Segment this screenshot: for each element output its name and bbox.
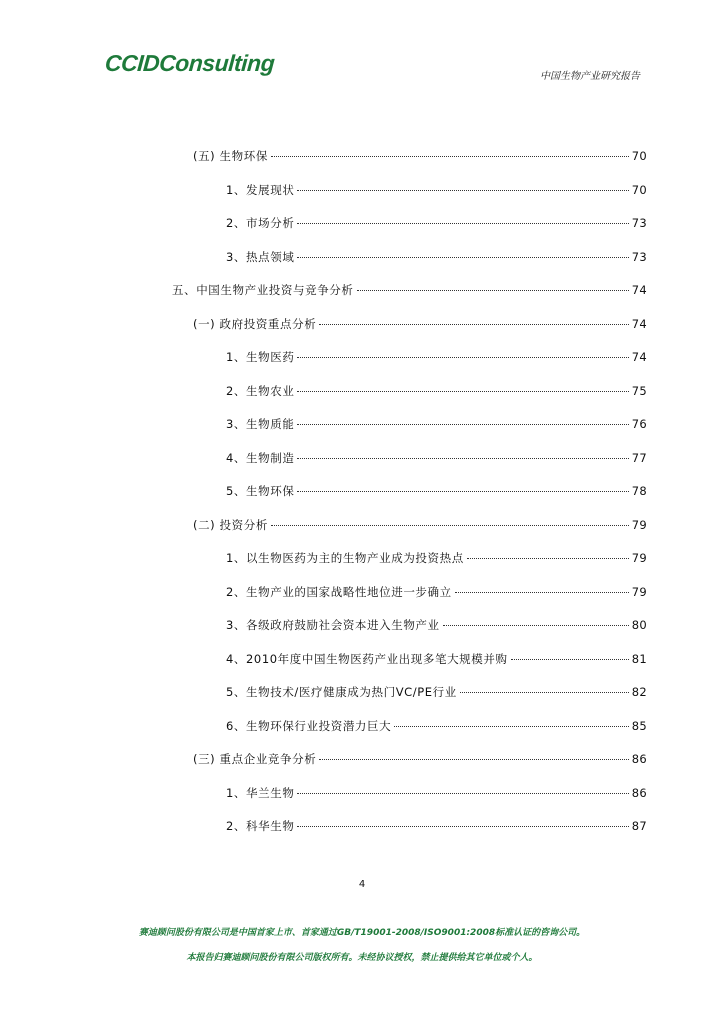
toc-entry-label: 1、以生物医药为主的生物产业成为投资热点: [226, 551, 464, 565]
toc-entry-label: 2、市场分析: [226, 216, 295, 230]
toc-leader-dots: [319, 324, 628, 325]
toc-leader-dots: [357, 290, 629, 291]
toc-entry-page: 74: [631, 316, 647, 331]
toc-entry[interactable]: [226, 550, 647, 566]
toc-leader-dots: [511, 659, 629, 660]
toc-entry-page: 73: [631, 216, 647, 230]
toc-entry-label: 五、中国生物产业投资与竞争分析: [172, 283, 354, 297]
toc-entry-page: 79: [631, 584, 647, 599]
toc-entry-page: 86: [631, 785, 647, 800]
toc-entry-label: 6、生物环保行业投资潜力巨大: [226, 718, 392, 733]
toc-leader-dots: [297, 424, 628, 425]
toc-entry-page: 85: [631, 718, 647, 733]
toc-entry-label: 5、生物技术/医疗健康成为热门VC/PE行业: [226, 685, 457, 699]
toc-entry-page: 87: [631, 819, 647, 833]
toc-entry-label: 1、发展现状: [226, 182, 295, 197]
toc-entry[interactable]: [226, 249, 647, 265]
toc-entry-page: 77: [631, 450, 647, 465]
toc-leader-dots: [297, 491, 628, 492]
toc-entry[interactable]: [226, 450, 647, 466]
toc-entry[interactable]: [226, 383, 647, 399]
toc-entry[interactable]: [226, 818, 647, 834]
page-number: 4: [358, 879, 366, 890]
toc-entry[interactable]: [226, 182, 647, 198]
toc-entry[interactable]: [226, 584, 647, 600]
toc-leader-dots: [297, 391, 628, 392]
toc-entry-label: 3、热点领域: [226, 249, 295, 264]
toc-leader-dots: [460, 692, 629, 693]
toc-leader-dots: [297, 357, 628, 358]
toc-entry-page: 74: [631, 350, 647, 364]
toc-entry-label: 3、生物质能: [226, 417, 295, 431]
toc-entry-label: (二) 投资分析: [193, 517, 268, 532]
toc-entry-page: 74: [631, 283, 647, 297]
toc-entry-page: 75: [631, 383, 647, 398]
toc-entry-page: 76: [631, 417, 647, 431]
toc-entry[interactable]: [226, 684, 647, 700]
toc-entry-label: 4、生物制造: [226, 450, 295, 465]
toc-entry-label: 5、生物环保: [226, 484, 295, 498]
toc-entry-page: 70: [631, 182, 647, 197]
toc-entry[interactable]: [226, 349, 647, 365]
toc-entry-label: (三) 重点企业竞争分析: [193, 752, 317, 766]
toc-leader-dots: [394, 726, 629, 727]
toc-entry-page: 70: [631, 149, 647, 163]
toc-leader-dots: [467, 558, 629, 559]
toc-entry[interactable]: [226, 416, 647, 432]
toc-entry-page: 73: [631, 249, 647, 264]
toc-entry-page: 79: [631, 517, 647, 532]
toc-leader-dots: [443, 625, 629, 626]
toc-leader-dots: [271, 525, 629, 526]
toc-entry-label: 2、生物农业: [226, 383, 295, 398]
toc-entry-page: 80: [631, 618, 647, 632]
toc-entry-label: 3、各级政府鼓励社会资本进入生物产业: [226, 618, 440, 632]
toc-entry-page: 82: [631, 685, 647, 699]
toc-leader-dots: [297, 223, 628, 224]
toc-entry[interactable]: [226, 483, 647, 499]
toc-leader-dots: [297, 257, 628, 258]
toc-entry[interactable]: [226, 718, 647, 734]
footer-line-1: 赛迪顾问股份有限公司是中国首家上市、首家通过GB/T19001-2008/ISO9001:2008标准认证的咨询公司。: [138, 928, 586, 938]
toc-entry[interactable]: [193, 148, 647, 164]
toc-entry-label: (五) 生物环保: [193, 149, 268, 163]
toc-entry-label: 1、华兰生物: [226, 785, 295, 800]
toc-leader-dots: [271, 156, 629, 157]
toc-leader-dots: [455, 592, 629, 593]
toc-entry-label: 4、2010年度中国生物医药产业出现多笔大规模并购: [226, 651, 508, 666]
footer-line-2: 本报告归赛迪顾问股份有限公司版权所有。未经协议授权，禁止提供给其它单位或个人。: [186, 953, 538, 963]
toc-entry[interactable]: [226, 215, 647, 231]
toc-leader-dots: [297, 458, 628, 459]
toc-entry[interactable]: [172, 282, 647, 298]
toc-entry-label: 2、科华生物: [226, 819, 295, 833]
ccid-logo: CCIDConsulting: [104, 50, 276, 76]
toc-entry-label: 1、生物医药: [226, 350, 295, 364]
toc-entry[interactable]: [193, 316, 647, 332]
report-title: 中国生物产业研究报告: [540, 71, 640, 82]
toc-entry[interactable]: [193, 517, 647, 533]
toc-entry-label: 2、生物产业的国家战略性地位进一步确立: [226, 584, 452, 599]
toc-leader-dots: [297, 190, 628, 191]
toc-entry[interactable]: [226, 785, 647, 801]
toc-entry-label: (一) 政府投资重点分析: [193, 316, 317, 331]
toc-entry[interactable]: [226, 617, 647, 633]
toc-leader-dots: [319, 759, 628, 760]
toc-entry-page: 79: [631, 551, 647, 565]
toc-leader-dots: [297, 826, 628, 827]
toc-entry[interactable]: [226, 651, 647, 667]
toc-entry-page: 86: [631, 752, 647, 766]
toc-entry[interactable]: [193, 751, 647, 767]
toc-leader-dots: [297, 793, 628, 794]
toc-entry-page: 81: [631, 651, 647, 666]
toc-entry-page: 78: [631, 484, 647, 498]
